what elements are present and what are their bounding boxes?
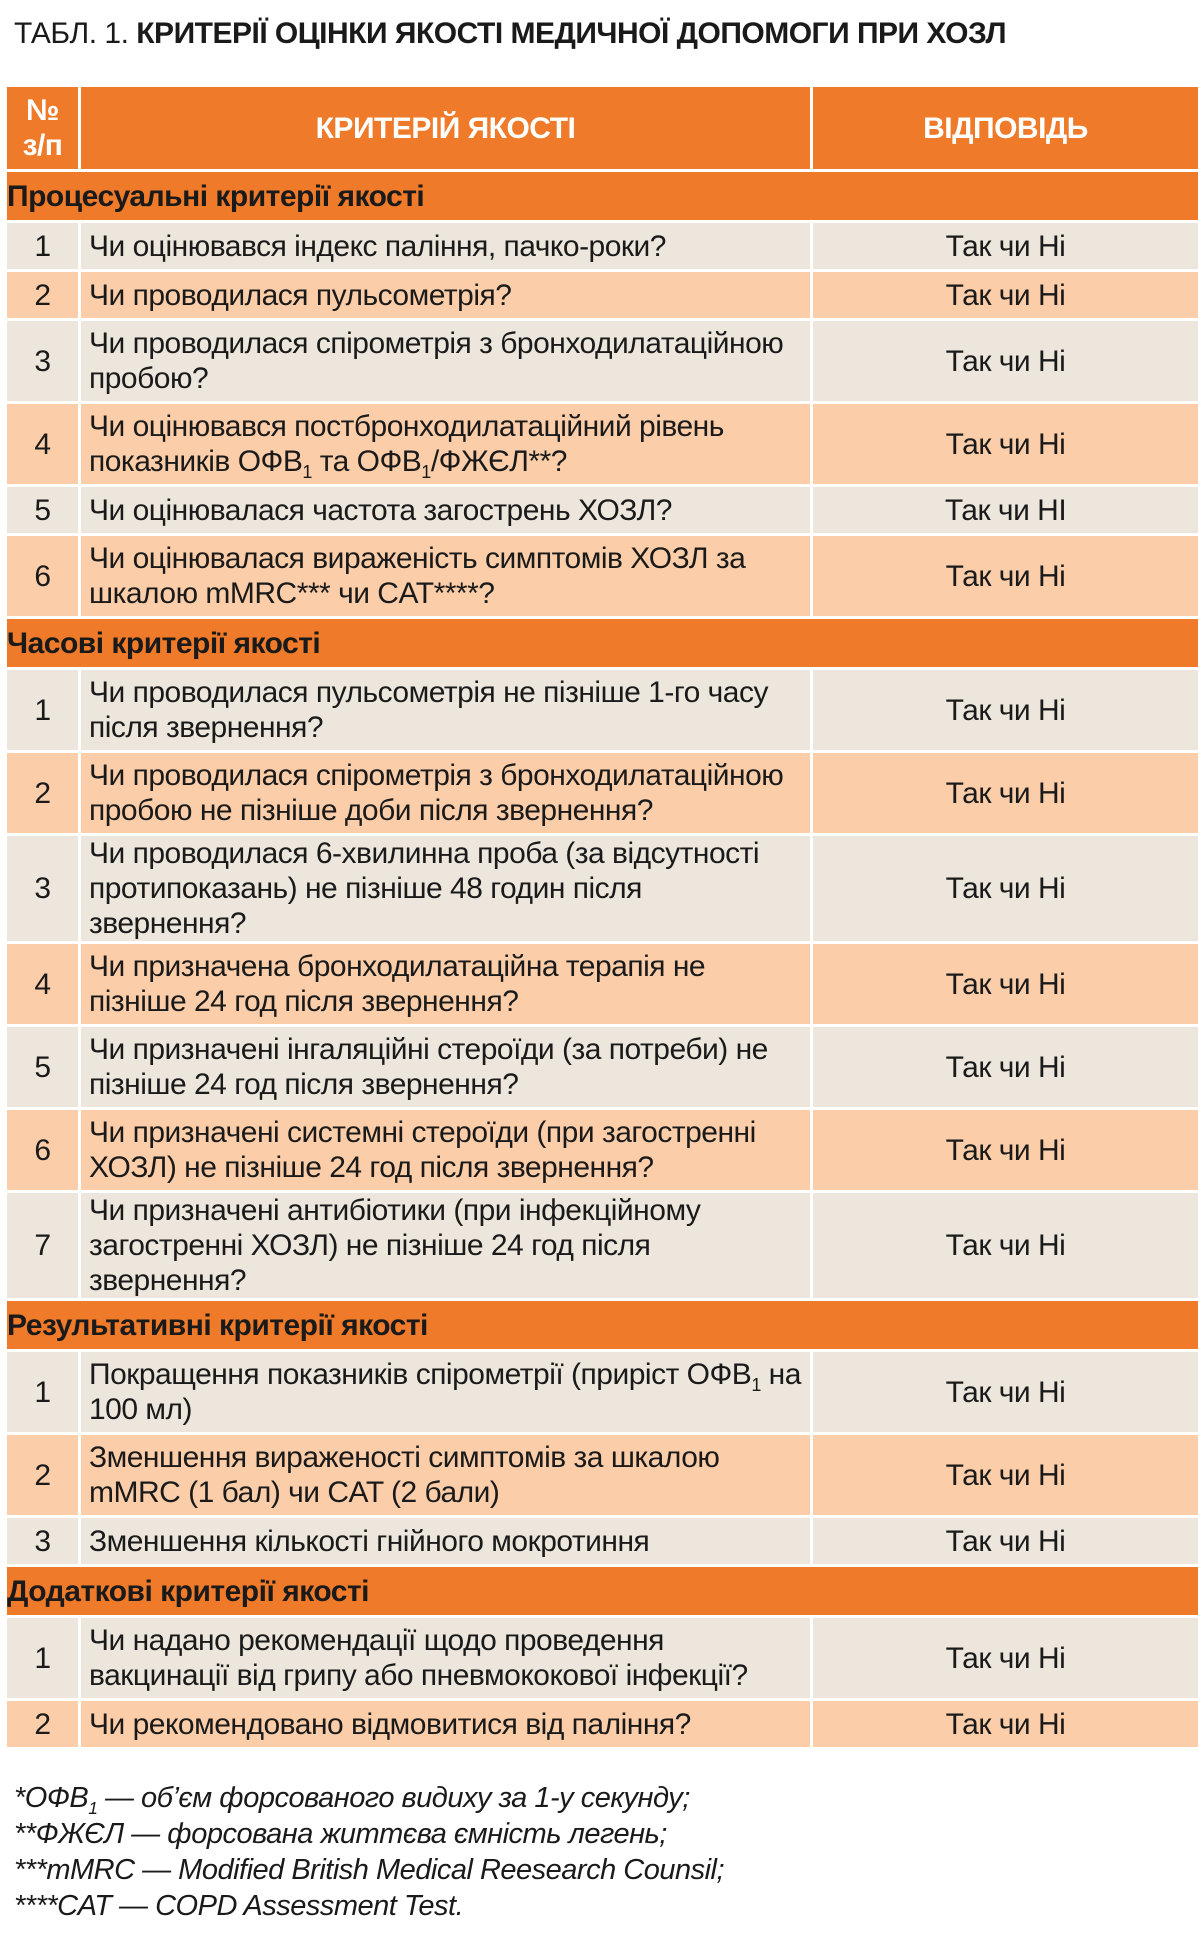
row-criterion: Чи проводилася спірометрія з бронходилатаційною пробою? — [80, 320, 812, 403]
row-answer: Так чи Ні — [812, 1517, 1198, 1566]
header-criterion: КРИТЕРІЙ ЯКОСТІ — [80, 86, 812, 171]
section-header-row — [6, 171, 1198, 222]
row-criterion: Чи рекомендовано відмовитися від паління? — [80, 1700, 812, 1749]
section-header-row — [6, 618, 1198, 669]
row-criterion: Чи призначені системні стероїди (при загостренні ХОЗЛ) не пізніше 24 год після звернення? — [80, 1109, 812, 1192]
row-criterion: Зменшення кількості гнійного мокротиння — [80, 1517, 812, 1566]
criteria-table-body — [6, 86, 1198, 1749]
row-number: 6 — [6, 1109, 80, 1192]
row-number: 2 — [6, 1700, 80, 1749]
footnotes — [14, 1780, 724, 1924]
table-row — [6, 835, 1198, 943]
row-criterion: Зменшення вираженості симптомів за шкалою mMRC (1 бал) чи CAT (2 бали) — [80, 1434, 812, 1517]
text-fragment: та ОФВ — [311, 445, 422, 478]
table-row — [6, 222, 1198, 271]
section-title: Додаткові критерії якості — [6, 1566, 1198, 1617]
table-row — [6, 1700, 1198, 1749]
table-row — [6, 1026, 1198, 1109]
table-row — [6, 1351, 1198, 1434]
table-caption — [14, 14, 1006, 54]
table-row — [6, 403, 1198, 486]
table-row — [6, 1617, 1198, 1700]
section-title: Часові критерії якості — [6, 618, 1198, 669]
table-row — [6, 535, 1198, 618]
row-criterion: Чи проводилася пульсометрія не пізніше 1-го часу після звернення? — [80, 669, 812, 752]
text-fragment: /ФЖЄЛ**? — [430, 445, 567, 478]
footnote — [14, 1816, 724, 1852]
section-header-row — [6, 1566, 1198, 1617]
text-fragment: — об’єм форсованого видиху за 1-у секунду; — [97, 1782, 690, 1814]
row-criterion: Чи проводилася спірометрія з бронходилатаційною пробою не пізніше доби після звернення? — [80, 752, 812, 835]
footnote — [14, 1852, 724, 1888]
row-answer: Так чи Ні — [812, 1109, 1198, 1192]
row-number: 2 — [6, 752, 80, 835]
row-number: 1 — [6, 1351, 80, 1434]
row-answer: Так чи Ні — [812, 1192, 1198, 1300]
row-number: 7 — [6, 1192, 80, 1300]
table-row — [6, 271, 1198, 320]
text-fragment: на 100 мл) — [89, 1358, 801, 1426]
row-number: 3 — [6, 835, 80, 943]
row-number: 3 — [6, 1517, 80, 1566]
table-row — [6, 669, 1198, 752]
text-fragment: *ОФВ — [14, 1782, 89, 1814]
subscript: 1 — [302, 462, 312, 482]
row-number: 3 — [6, 320, 80, 403]
table-row — [6, 486, 1198, 535]
table-row — [6, 943, 1198, 1026]
row-answer: Так чи Ні — [812, 1351, 1198, 1434]
row-criterion — [80, 1351, 812, 1434]
caption-title: КРИТЕРІЇ ОЦІНКИ ЯКОСТІ МЕДИЧНОЇ ДОПОМОГИ ПРИ ХОЗЛ — [136, 17, 1007, 50]
row-criterion: Чи призначені інгаляційні стероїди (за потреби) не пізніше 24 год після звернення? — [80, 1026, 812, 1109]
row-criterion: Чи призначена бронходилатаційна терапія не пізніше 24 год після звернення? — [80, 943, 812, 1026]
subscript: 1 — [751, 1375, 761, 1395]
row-answer: Так чи Ні — [812, 943, 1198, 1026]
section-title: Процесуальні критерії якості — [6, 171, 1198, 222]
row-answer: Так чи НІ — [812, 486, 1198, 535]
row-criterion: Чи оцінювався індекс паління, пачко-роки? — [80, 222, 812, 271]
row-answer: Так чи Ні — [812, 320, 1198, 403]
subscript: 1 — [88, 1797, 98, 1818]
row-answer: Так чи Ні — [812, 669, 1198, 752]
text-fragment: Покращення показників спірометрії (приріст ОФВ — [89, 1358, 752, 1391]
row-answer: Так чи Ні — [812, 535, 1198, 618]
row-number: 5 — [6, 486, 80, 535]
row-number: 1 — [6, 669, 80, 752]
row-number: 4 — [6, 403, 80, 486]
row-number: 1 — [6, 222, 80, 271]
row-criterion: Чи оцінювалася вираженість симптомів ХОЗЛ за шкалою mMRC*** чи CAT****? — [80, 535, 812, 618]
footnote — [14, 1888, 724, 1924]
table-header-row — [6, 86, 1198, 171]
text-fragment: ***mMRC — Modified British Medical Reesearch Counsil; — [14, 1854, 725, 1886]
table-row — [6, 752, 1198, 835]
header-answer: ВІДПОВІДЬ — [812, 86, 1198, 171]
table-row — [6, 1109, 1198, 1192]
section-title: Результативні критерії якості — [6, 1300, 1198, 1351]
row-answer: Так чи Ні — [812, 835, 1198, 943]
row-criterion: Чи проводилася пульсометрія? — [80, 271, 812, 320]
row-number: 5 — [6, 1026, 80, 1109]
row-number: 4 — [6, 943, 80, 1026]
subscript: 1 — [421, 462, 431, 482]
table-row — [6, 1434, 1198, 1517]
header-number — [6, 86, 80, 171]
table-row — [6, 1517, 1198, 1566]
row-criterion — [80, 403, 812, 486]
row-answer: Так чи Ні — [812, 1700, 1198, 1749]
row-criterion: Чи надано рекомендації щодо проведення вакцинації від грипу або пневмококової інфекції? — [80, 1617, 812, 1700]
row-number: 2 — [6, 1434, 80, 1517]
row-answer: Так чи Ні — [812, 222, 1198, 271]
footnote — [14, 1780, 724, 1816]
row-answer: Так чи Ні — [812, 1434, 1198, 1517]
table-row — [6, 1192, 1198, 1300]
row-answer: Так чи Ні — [812, 1617, 1198, 1700]
row-answer: Так чи Ні — [812, 752, 1198, 835]
header-number-line1: № — [26, 94, 59, 127]
row-number: 6 — [6, 535, 80, 618]
row-criterion: Чи призначені антибіотики (при інфекційному загостренні ХОЗЛ) не пізніше 24 год після звернення? — [80, 1192, 812, 1300]
text-fragment: **ФЖЄЛ — форсована життєва ємність легень; — [14, 1818, 667, 1850]
text-fragment: Чи оцінювався постбронходилатаційний рівень показників ОФВ — [89, 410, 724, 478]
criteria-table — [4, 84, 1198, 1750]
row-answer: Так чи Ні — [812, 271, 1198, 320]
text-fragment: ****CAT — COPD Assessment Test. — [14, 1890, 464, 1922]
row-number: 1 — [6, 1617, 80, 1700]
row-criterion: Чи проводилася 6-хвилинна проба (за відсутності протипоказань) не пізніше 48 годин після звернення? — [80, 835, 812, 943]
row-number: 2 — [6, 271, 80, 320]
row-criterion: Чи оцінювалася частота загострень ХОЗЛ? — [80, 486, 812, 535]
row-answer: Так чи Ні — [812, 1026, 1198, 1109]
row-answer: Так чи Ні — [812, 403, 1198, 486]
section-header-row — [6, 1300, 1198, 1351]
header-number-line2: з/п — [22, 129, 63, 162]
caption-prefix: ТАБЛ. 1. — [14, 17, 137, 50]
table-row — [6, 320, 1198, 403]
